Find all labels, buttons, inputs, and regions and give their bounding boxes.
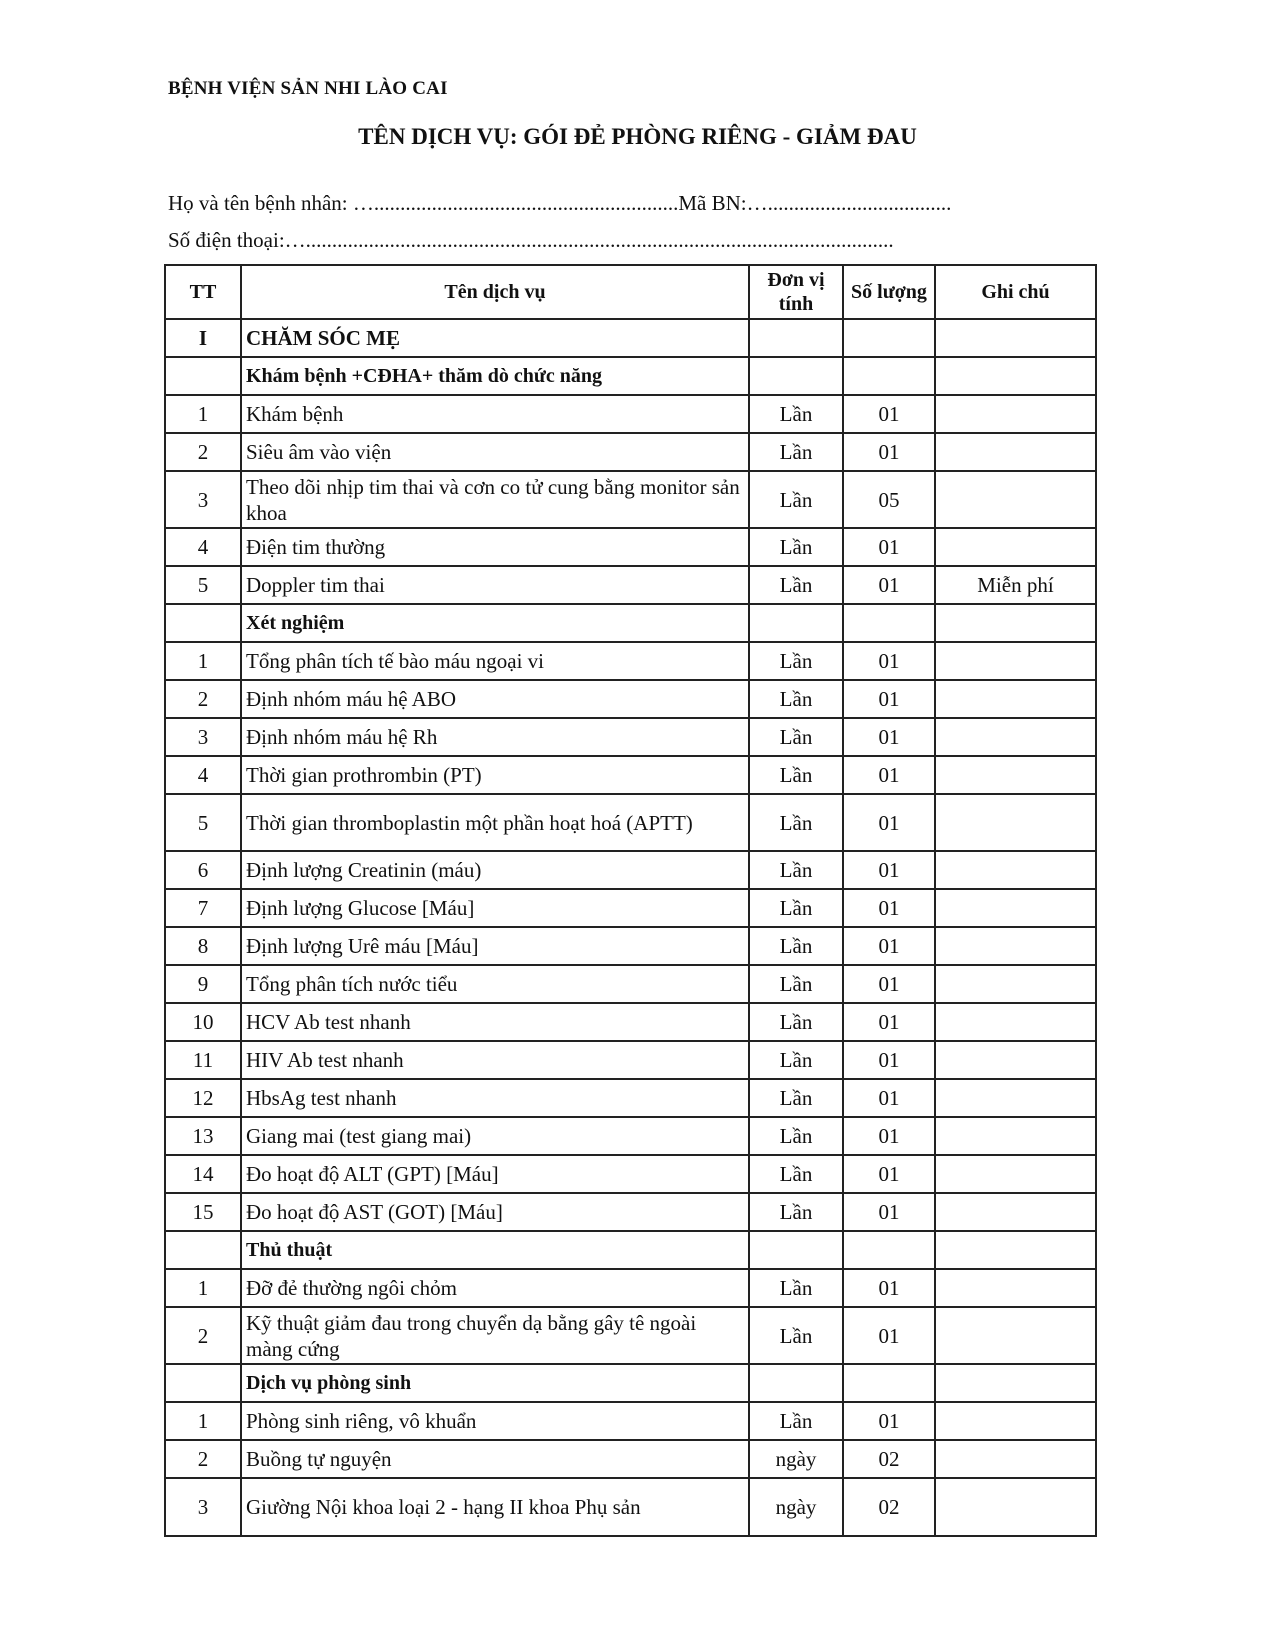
- table-row: [165, 395, 1096, 433]
- row-note: [935, 1478, 1096, 1536]
- row-unit: Lần: [749, 471, 843, 528]
- table-row: [165, 604, 1096, 642]
- row-service-name: Đỡ đẻ thường ngôi chỏm: [241, 1269, 749, 1307]
- row-quantity: 01: [843, 927, 935, 965]
- table-row: [165, 794, 1096, 851]
- row-service-name: Buồng tự nguyện: [241, 1440, 749, 1478]
- row-note: [935, 642, 1096, 680]
- header-tt: TT: [165, 265, 241, 319]
- row-note: [935, 395, 1096, 433]
- row-unit: [749, 357, 843, 395]
- table-row: [165, 1364, 1096, 1402]
- table-row: [165, 471, 1096, 528]
- table-row: [165, 433, 1096, 471]
- table-row: [165, 1269, 1096, 1307]
- row-unit: Lần: [749, 1003, 843, 1041]
- header-quantity: Số lượng: [843, 265, 935, 319]
- row-quantity: [843, 1231, 935, 1269]
- row-quantity: 01: [843, 794, 935, 851]
- row-note: [935, 319, 1096, 357]
- row-unit: ngày: [749, 1478, 843, 1536]
- table-row: [165, 1440, 1096, 1478]
- row-quantity: 01: [843, 1307, 935, 1364]
- row-unit: Lần: [749, 1307, 843, 1364]
- table-row: [165, 756, 1096, 794]
- table-header-row: [165, 265, 1096, 319]
- row-note: [935, 604, 1096, 642]
- table-row: [165, 889, 1096, 927]
- row-service-name: Theo dõi nhịp tim thai và cơn co tử cung bằng monitor sản khoa: [241, 471, 749, 528]
- row-unit: Lần: [749, 756, 843, 794]
- patient-name-line: Họ và tên bệnh nhân: …..........................................................Mã BN:…...................................: [168, 191, 952, 215]
- header-service-name: Tên dịch vụ: [241, 265, 749, 319]
- row-tt: 5: [165, 794, 241, 851]
- row-quantity: 02: [843, 1478, 935, 1536]
- row-service-name: Xét nghiệm: [241, 604, 749, 642]
- table-row: [165, 1155, 1096, 1193]
- row-quantity: 01: [843, 889, 935, 927]
- row-note: Miễn phí: [935, 566, 1096, 604]
- row-tt: 5: [165, 566, 241, 604]
- row-service-name: Thủ thuật: [241, 1231, 749, 1269]
- row-quantity: 01: [843, 718, 935, 756]
- row-note: [935, 1307, 1096, 1364]
- header-note: Ghi chú: [935, 265, 1096, 319]
- row-note: [935, 1364, 1096, 1402]
- table-row: [165, 1041, 1096, 1079]
- row-unit: Lần: [749, 965, 843, 1003]
- row-tt: 14: [165, 1155, 241, 1193]
- row-service-name: Giang mai (test giang mai): [241, 1117, 749, 1155]
- row-service-name: Phòng sinh riêng, vô khuẩn: [241, 1402, 749, 1440]
- row-service-name: Định nhóm máu hệ ABO: [241, 680, 749, 718]
- table-row: [165, 851, 1096, 889]
- row-service-name: Tổng phân tích nước tiểu: [241, 965, 749, 1003]
- row-tt: 2: [165, 1307, 241, 1364]
- row-quantity: 01: [843, 1155, 935, 1193]
- table-row: [165, 357, 1096, 395]
- table-row: [165, 680, 1096, 718]
- row-note: [935, 1231, 1096, 1269]
- row-quantity: 01: [843, 1117, 935, 1155]
- row-quantity: 01: [843, 566, 935, 604]
- row-unit: Lần: [749, 566, 843, 604]
- row-note: [935, 1402, 1096, 1440]
- table-row: [165, 566, 1096, 604]
- row-quantity: 01: [843, 1402, 935, 1440]
- table-row: [165, 927, 1096, 965]
- row-quantity: [843, 1364, 935, 1402]
- row-note: [935, 927, 1096, 965]
- row-unit: Lần: [749, 1079, 843, 1117]
- row-quantity: 01: [843, 528, 935, 566]
- row-tt: 3: [165, 718, 241, 756]
- row-tt: 3: [165, 471, 241, 528]
- row-note: [935, 1041, 1096, 1079]
- row-quantity: 01: [843, 851, 935, 889]
- row-tt: 7: [165, 889, 241, 927]
- row-service-name: Dịch vụ phòng sinh: [241, 1364, 749, 1402]
- row-quantity: [843, 319, 935, 357]
- row-tt: I: [165, 319, 241, 357]
- row-quantity: 01: [843, 680, 935, 718]
- row-tt: 3: [165, 1478, 241, 1536]
- row-service-name: HbsAg test nhanh: [241, 1079, 749, 1117]
- row-quantity: [843, 357, 935, 395]
- row-tt: 4: [165, 528, 241, 566]
- table-row: [165, 1003, 1096, 1041]
- row-tt: 2: [165, 433, 241, 471]
- table-row: [165, 1079, 1096, 1117]
- row-unit: Lần: [749, 927, 843, 965]
- table-row: [165, 319, 1096, 357]
- row-tt: 12: [165, 1079, 241, 1117]
- row-unit: Lần: [749, 1117, 843, 1155]
- row-note: [935, 718, 1096, 756]
- row-tt: [165, 604, 241, 642]
- row-service-name: Doppler tim thai: [241, 566, 749, 604]
- row-service-name: Khám bệnh +CĐHA+ thăm dò chức năng: [241, 357, 749, 395]
- row-service-name: HCV Ab test nhanh: [241, 1003, 749, 1041]
- row-service-name: Giường Nội khoa loại 2 - hạng II khoa Phụ sản: [241, 1478, 749, 1536]
- row-note: [935, 1155, 1096, 1193]
- row-unit: Lần: [749, 1193, 843, 1231]
- row-note: [935, 471, 1096, 528]
- row-quantity: 01: [843, 1079, 935, 1117]
- row-quantity: 01: [843, 1003, 935, 1041]
- row-unit: Lần: [749, 1041, 843, 1079]
- row-tt: 1: [165, 395, 241, 433]
- table-row: [165, 1117, 1096, 1155]
- row-quantity: 01: [843, 642, 935, 680]
- row-service-name: Đo hoạt độ ALT (GPT) [Máu]: [241, 1155, 749, 1193]
- row-quantity: 05: [843, 471, 935, 528]
- table-row: [165, 642, 1096, 680]
- row-unit: [749, 319, 843, 357]
- row-quantity: 02: [843, 1440, 935, 1478]
- table-row: [165, 1402, 1096, 1440]
- table-row: [165, 1231, 1096, 1269]
- row-service-name: Thời gian thromboplastin một phần hoạt hoá (APTT): [241, 794, 749, 851]
- row-note: [935, 965, 1096, 1003]
- row-quantity: 01: [843, 395, 935, 433]
- row-tt: 10: [165, 1003, 241, 1041]
- table-row: [165, 1193, 1096, 1231]
- row-service-name: Thời gian prothrombin (PT): [241, 756, 749, 794]
- row-tt: 8: [165, 927, 241, 965]
- row-unit: [749, 1364, 843, 1402]
- row-unit: Lần: [749, 718, 843, 756]
- row-note: [935, 851, 1096, 889]
- row-tt: [165, 1231, 241, 1269]
- service-title: TÊN DỊCH VỤ: GÓI ĐẺ PHÒNG RIÊNG - GIẢM ĐAU: [358, 124, 917, 149]
- row-note: [935, 1003, 1096, 1041]
- header-unit: Đơn vị tính: [749, 265, 843, 319]
- row-quantity: 01: [843, 1269, 935, 1307]
- row-note: [935, 680, 1096, 718]
- row-service-name: HIV Ab test nhanh: [241, 1041, 749, 1079]
- row-unit: Lần: [749, 642, 843, 680]
- row-unit: Lần: [749, 1402, 843, 1440]
- row-note: [935, 889, 1096, 927]
- row-unit: Lần: [749, 794, 843, 851]
- row-service-name: Định nhóm máu hệ Rh: [241, 718, 749, 756]
- row-note: [935, 1269, 1096, 1307]
- row-tt: 15: [165, 1193, 241, 1231]
- row-note: [935, 1079, 1096, 1117]
- row-note: [935, 756, 1096, 794]
- row-service-name: Siêu âm vào viện: [241, 433, 749, 471]
- row-service-name: Định lượng Urê máu [Máu]: [241, 927, 749, 965]
- row-unit: Lần: [749, 889, 843, 927]
- row-tt: 6: [165, 851, 241, 889]
- row-note: [935, 1117, 1096, 1155]
- row-tt: [165, 1364, 241, 1402]
- row-unit: Lần: [749, 1155, 843, 1193]
- row-note: [935, 357, 1096, 395]
- row-service-name: Định lượng Creatinin (máu): [241, 851, 749, 889]
- row-service-name: Tổng phân tích tế bào máu ngoại vi: [241, 642, 749, 680]
- row-unit: [749, 604, 843, 642]
- row-tt: [165, 357, 241, 395]
- row-quantity: [843, 604, 935, 642]
- row-tt: 9: [165, 965, 241, 1003]
- row-tt: 2: [165, 1440, 241, 1478]
- row-tt: 4: [165, 756, 241, 794]
- row-tt: 2: [165, 680, 241, 718]
- row-note: [935, 528, 1096, 566]
- row-quantity: 01: [843, 756, 935, 794]
- row-service-name: Định lượng Glucose [Máu]: [241, 889, 749, 927]
- row-tt: 11: [165, 1041, 241, 1079]
- row-quantity: 01: [843, 433, 935, 471]
- row-tt: 13: [165, 1117, 241, 1155]
- row-note: [935, 1440, 1096, 1478]
- row-note: [935, 1193, 1096, 1231]
- table-row: [165, 1478, 1096, 1536]
- table-row: [165, 528, 1096, 566]
- row-unit: Lần: [749, 851, 843, 889]
- row-quantity: 01: [843, 1041, 935, 1079]
- table-row: [165, 1307, 1096, 1364]
- table-row: [165, 965, 1096, 1003]
- row-unit: Lần: [749, 528, 843, 566]
- row-service-name: CHĂM SÓC MẸ: [241, 319, 749, 357]
- row-unit: Lần: [749, 1269, 843, 1307]
- table-row: [165, 718, 1096, 756]
- row-unit: Lần: [749, 395, 843, 433]
- row-unit: [749, 1231, 843, 1269]
- patient-phone-line: Số điện thoại:…................................................................................................................: [168, 228, 894, 252]
- row-tt: 1: [165, 642, 241, 680]
- hospital-name: BỆNH VIỆN SẢN NHI LÀO CAI: [168, 78, 448, 99]
- row-note: [935, 794, 1096, 851]
- row-service-name: Kỹ thuật giảm đau trong chuyển dạ bằng gây tê ngoài màng cứng: [241, 1307, 749, 1364]
- row-note: [935, 433, 1096, 471]
- row-unit: Lần: [749, 433, 843, 471]
- services-table: [164, 264, 1097, 1537]
- row-quantity: 01: [843, 965, 935, 1003]
- row-unit: Lần: [749, 680, 843, 718]
- row-unit: ngày: [749, 1440, 843, 1478]
- row-tt: 1: [165, 1402, 241, 1440]
- row-service-name: Khám bệnh: [241, 395, 749, 433]
- row-tt: 1: [165, 1269, 241, 1307]
- row-service-name: Điện tim thường: [241, 528, 749, 566]
- row-service-name: Đo hoạt độ AST (GOT) [Máu]: [241, 1193, 749, 1231]
- row-quantity: 01: [843, 1193, 935, 1231]
